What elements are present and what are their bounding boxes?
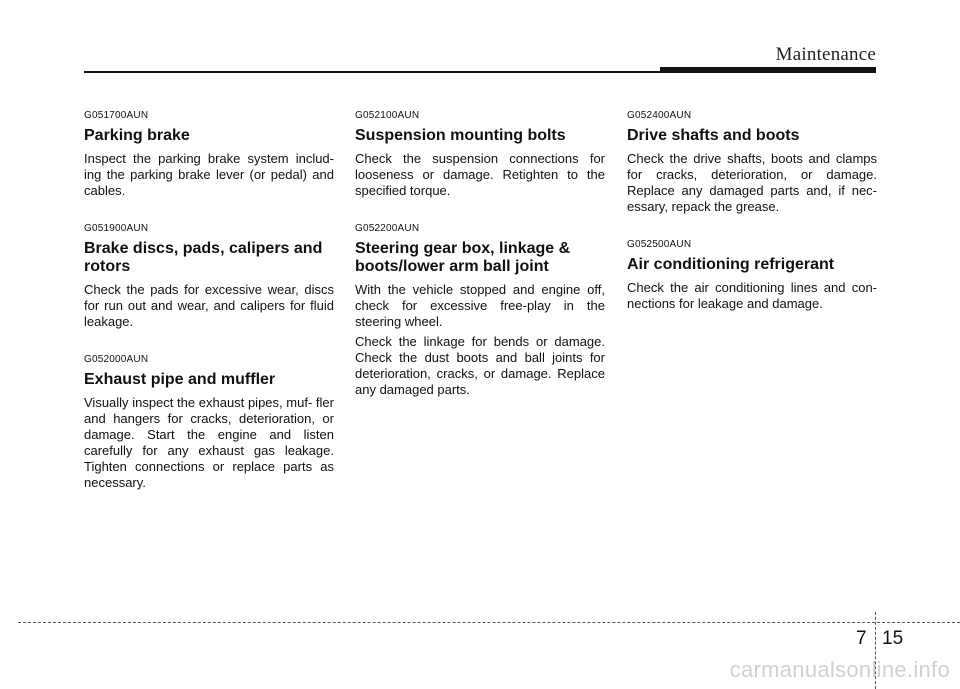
section-paragraph: Check the air conditioning lines and con- nections for leakage and damage. — [627, 280, 877, 311]
section-paragraph: Inspect the parking brake system includ- ing the parking brake lever (or pedal) and cables. — [84, 151, 334, 198]
section-heading: Exhaust pipe and muffler — [84, 371, 276, 388]
section-code: G051900AUN — [84, 223, 149, 234]
page-number: 15 — [882, 628, 904, 649]
section-code: G051700AUN — [84, 110, 149, 121]
section-ac-refrigerant — [627, 239, 877, 312]
column-1 — [84, 110, 334, 515]
section-code: G052000AUN — [84, 354, 149, 365]
section-heading: Brake discs, pads, calipers and rotors — [84, 240, 323, 275]
section-brake-discs — [84, 223, 334, 330]
section-paragraph: Check the suspension connections for looseness or damage. Retighten to the specified torque. — [355, 151, 605, 198]
page-header-title: Maintenance — [775, 44, 876, 65]
column-3 — [627, 110, 877, 336]
section-drive-shafts — [627, 110, 877, 215]
column-2 — [355, 110, 605, 422]
section-code: G052500AUN — [627, 239, 692, 250]
section-heading: Drive shafts and boots — [627, 127, 800, 144]
section-heading: Suspension mounting bolts — [355, 127, 566, 144]
footer-rule — [18, 622, 960, 623]
header-rule-thin — [84, 71, 660, 73]
section-heading: Steering gear box, linkage & boots/lower arm ball joint — [355, 240, 571, 275]
watermark: carmanualsonline.info — [729, 657, 950, 682]
section-heading: Air conditioning refrigerant — [627, 256, 835, 273]
section-code: G052400AUN — [627, 110, 692, 121]
chapter-number: 7 — [856, 628, 867, 649]
section-suspension-bolts — [355, 110, 605, 199]
section-parking-brake — [84, 110, 334, 199]
section-exhaust-pipe — [84, 354, 334, 491]
section-heading: Parking brake — [84, 127, 190, 144]
section-paragraph: Visually inspect the exhaust pipes, muf- fler and hangers for cracks, deterioration, or damage. Start the engine and listen carefully for any exhaust gas leakage. Tighten connections or replace parts as necessary. — [84, 395, 334, 490]
section-code: G052100AUN — [355, 110, 420, 121]
section-paragraph: Check the pads for excessive wear, discs for run out and wear, and calipers for fluid leakage. — [84, 282, 334, 329]
section-paragraph: Check the drive shafts, boots and clamps for cracks, deterioration, or damage. Replace any damaged parts and, if nec- essary, repack the grease. — [627, 151, 877, 214]
section-paragraph: Check the linkage for bends or damage. Check the dust boots and ball joints for deterioration, cracks, or damage. Replace any damaged parts. — [355, 334, 605, 397]
section-steering-gear — [355, 223, 605, 398]
header-rule-thick — [660, 67, 876, 73]
section-paragraph: With the vehicle stopped and engine off, check for excessive free-play in the steering wheel. — [355, 282, 605, 329]
section-code: G052200AUN — [355, 223, 420, 234]
